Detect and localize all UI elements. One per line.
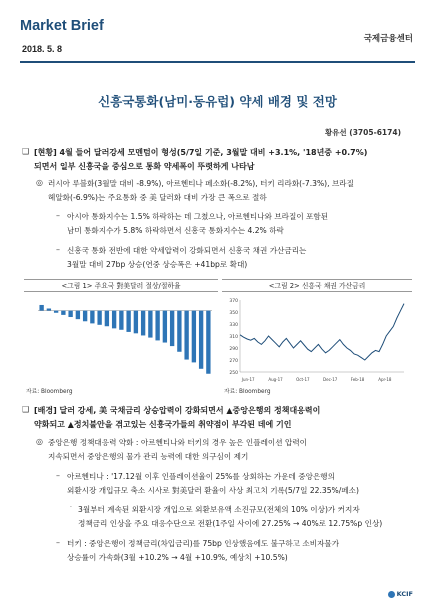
section2-sub-line2: 정책금리 인상을 주요 대응수단으로 전환(1주일 사이에 27.25% → 40%로 12.75%p 인상) bbox=[78, 519, 383, 528]
bullet-icon: ◎ bbox=[36, 437, 43, 446]
bar bbox=[199, 311, 203, 369]
section2-bullet1-line2: 지속되면서 중앙은행의 물가 관리 능력에 대한 의구심이 제기 bbox=[48, 452, 249, 461]
brand-title: Market Brief bbox=[20, 18, 104, 34]
section1-line1: [현황] 4월 들어 달러강세 모멘텀이 형성(5/7일 기준, 3월말 대비 +3.1%, '18년중 +0.7%) bbox=[34, 148, 368, 157]
bar-chart bbox=[24, 294, 218, 384]
x-tick-label: Apr-18 bbox=[378, 377, 392, 382]
bar bbox=[206, 311, 210, 374]
section-marker-icon: ❑ bbox=[22, 147, 30, 156]
bar bbox=[134, 311, 138, 334]
series-line bbox=[240, 304, 404, 360]
line-chart bbox=[222, 294, 412, 384]
y-tick-label: 290 bbox=[229, 347, 238, 352]
dash-icon: – bbox=[56, 245, 60, 254]
section-marker-icon: ❑ bbox=[22, 405, 30, 414]
bar bbox=[54, 311, 58, 313]
logo-icon bbox=[388, 591, 395, 598]
bar bbox=[126, 311, 130, 332]
bar bbox=[90, 311, 94, 324]
dash-icon: – bbox=[56, 211, 60, 220]
y-tick-label: 330 bbox=[229, 323, 238, 328]
dash-icon: – bbox=[56, 538, 60, 547]
bar bbox=[148, 311, 152, 338]
header-rule bbox=[20, 61, 415, 63]
section1-bullet1-line1: 러시아 루블화(3월말 대비 -8.9%), 아르헨티나 페소화(-8.2%), 터키 리라화(-7.3%), 브라질 bbox=[48, 179, 354, 188]
bar bbox=[155, 311, 159, 341]
section1-dash2-line1: 신흥국 통화 전반에 대한 약세압력이 강화되면서 신흥국 채권 가산금리는 bbox=[67, 246, 307, 255]
bar bbox=[61, 311, 65, 315]
y-tick-label: 310 bbox=[229, 335, 238, 340]
x-tick-label: Oct-17 bbox=[296, 377, 310, 382]
section2-dash2-line2: 상승률이 가속화(3월 +10.2% → 4월 +10.9%, 예상치 +10.5%) bbox=[67, 553, 288, 562]
y-tick-label: 270 bbox=[229, 359, 238, 364]
figure2-source: 자료: Bloomberg bbox=[224, 389, 271, 395]
bar bbox=[105, 311, 109, 327]
bar bbox=[141, 311, 145, 336]
bar bbox=[163, 311, 167, 343]
section1-line2: 되면서 일부 신흥국을 중심으로 통화 약세폭이 뚜렷하게 나타남 bbox=[34, 162, 255, 171]
y-tick-label: 350 bbox=[229, 311, 238, 316]
section2-line2: 약화되고 ▲정치불안을 겪고있는 신흥국가들의 취약점이 부각된 데에 기인 bbox=[34, 420, 292, 429]
page-title: 신흥국통화(남미·동유럽) 약세 배경 및 전망 bbox=[98, 94, 337, 109]
section1-bullet1-line2: 헤알화(-6.9%)는 주요통화 중 美 달러화 대비 가장 큰 폭으로 절하 bbox=[48, 193, 267, 202]
bar bbox=[39, 305, 43, 311]
bar bbox=[119, 311, 123, 330]
bar bbox=[83, 311, 87, 322]
bar bbox=[97, 311, 101, 325]
bar bbox=[76, 311, 80, 320]
x-tick-label: Dec-17 bbox=[323, 377, 338, 382]
section1-dash2-line2: 3월말 대비 27bp 상승(연중 상승폭은 +41bp로 확대) bbox=[67, 260, 248, 269]
figure2-caption: <그림 2> 신흥국 채권 가산금리 bbox=[222, 279, 412, 292]
figure1-caption: <그림 1> 주요국 對美달러 절상/절하율 bbox=[24, 279, 218, 292]
bar bbox=[170, 311, 174, 346]
x-tick-label: Jun-17 bbox=[241, 377, 255, 382]
organization-name: 국제금융센터 bbox=[363, 34, 413, 44]
bar bbox=[192, 311, 196, 363]
section2-dash1-line1: 아르헨티나 : '17.12월 이후 인플레이션율이 25%를 상회하는 가운데 중앙은행의 bbox=[67, 472, 335, 481]
section1-dash1-line2: 남미 통화지수가 5.8% 하락하면서 신흥국 통화지수는 4.2% 하락 bbox=[67, 226, 284, 235]
dash-icon: – bbox=[56, 471, 60, 480]
figure1-source: 자료: Bloomberg bbox=[26, 389, 73, 395]
section2-bullet1-line1: 중앙은행 정책대응력 약화 : 아르헨티나와 터키의 경우 높은 인플레이션 압력이 bbox=[48, 438, 308, 447]
bar bbox=[68, 311, 72, 317]
author: 황유선 (3705-6174) bbox=[324, 128, 401, 137]
section1-dash1-line1: 아시아 통화지수는 1.5% 하락하는 데 그쳤으나, 아르헨티나와 브라질이 포함된 bbox=[67, 212, 329, 221]
bar bbox=[177, 311, 181, 352]
bar bbox=[47, 309, 51, 311]
y-tick-label: 250 bbox=[229, 371, 238, 376]
kcif-logo: KCIF bbox=[388, 590, 413, 598]
section2-dash1-line2: 외환시장 개입규모 축소 시사로 對美달러 환율이 사상 최고치 기록(5/7일 22.35%/페소) bbox=[67, 486, 359, 495]
y-tick-label: 370 bbox=[229, 299, 238, 304]
report-date: 2018. 5. 8 bbox=[22, 44, 63, 54]
x-tick-label: Aug-17 bbox=[268, 377, 283, 382]
sub-bullet-icon: · bbox=[70, 504, 72, 511]
x-tick-label: Feb-18 bbox=[350, 377, 365, 382]
section2-dash2-line1: 터키 : 중앙은행이 정책금리(차입금리)를 75bp 인상했음에도 불구하고 소비자물가 bbox=[67, 539, 340, 548]
bar bbox=[112, 311, 116, 329]
bar bbox=[184, 311, 188, 360]
section2-sub-line1: 3월부터 계속된 외환시장 개입으로 외환보유액 소진규모(전체의 10% 이상)가 커지자 bbox=[78, 505, 360, 514]
section2-line1: [배경] 달러 강세, 美 국채금리 상승압력이 강화되면서 ▲중앙은행의 정책대응력이 bbox=[34, 406, 321, 415]
bullet-icon: ◎ bbox=[36, 178, 43, 187]
